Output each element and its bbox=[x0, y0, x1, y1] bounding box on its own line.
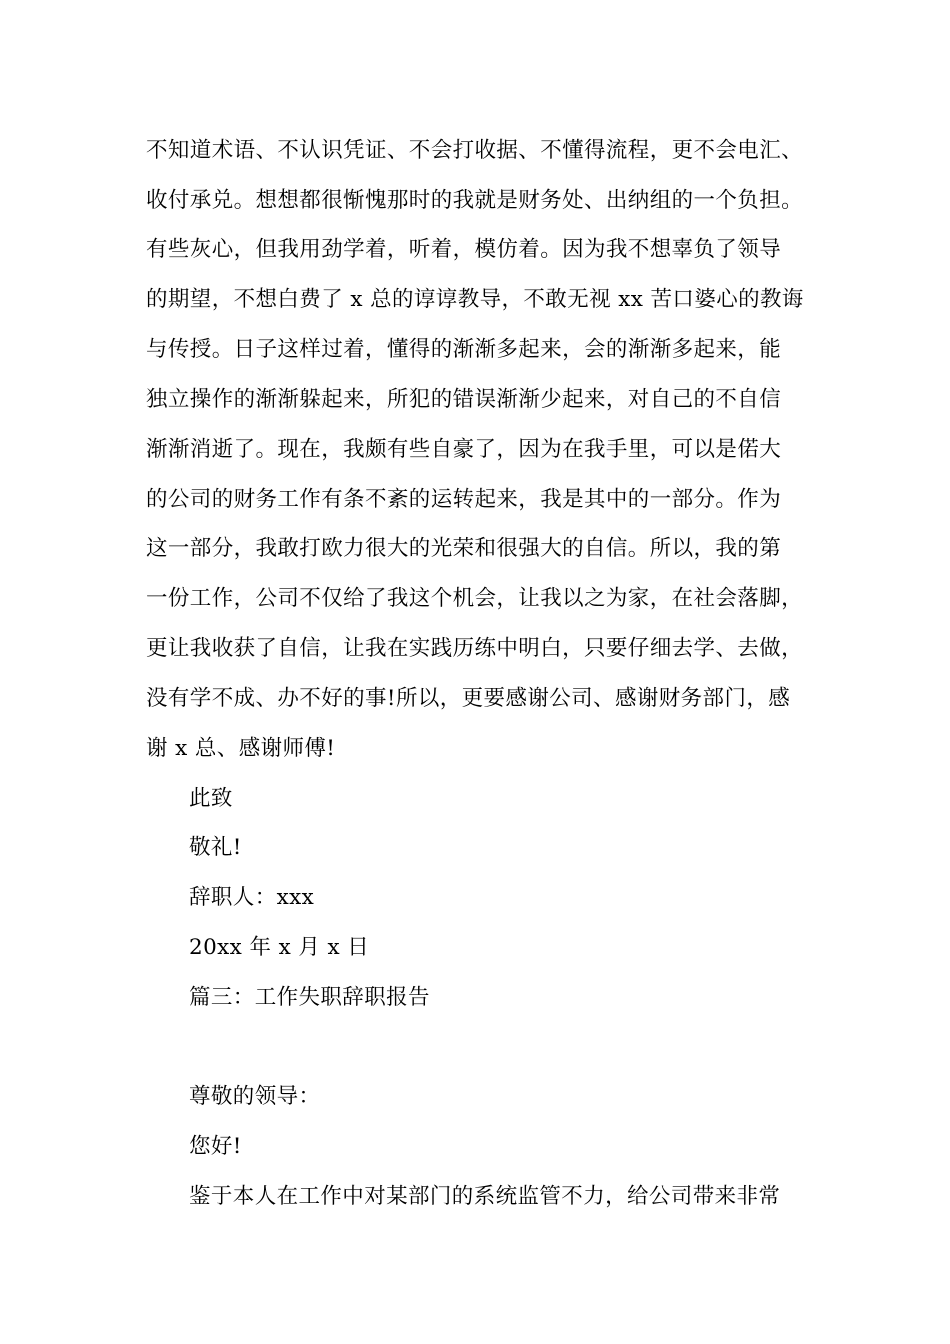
closing-salutation: 此致 bbox=[189, 786, 233, 811]
body-line: 收付承兑。想想都很惭愧那时的我就是财务处、出纳组的一个负担。 bbox=[146, 188, 804, 213]
body-line: 的期望，不想白费了 x 总的谆谆教导，不敢无视 xx 苦口婆心的教诲 bbox=[146, 287, 804, 312]
section-title: 篇三：工作失职辞职报告 bbox=[189, 985, 430, 1010]
letter-first-line: 鉴于本人在工作中对某部门的系统监管不力，给公司带来非常 bbox=[189, 1184, 781, 1209]
body-line: 与传授。日子这样过着，懂得的渐渐多起来，会的渐渐多起来，能 bbox=[146, 337, 782, 362]
body-line: 不知道术语、不认识凭证、不会打收据、不懂得流程，更不会电汇、 bbox=[146, 138, 804, 163]
body-line: 一份工作，公司不仅给了我这个机会，让我以之为家，在社会落脚， bbox=[146, 586, 804, 611]
letter-greeting: 尊敬的领导： bbox=[189, 1084, 321, 1109]
closing-respect: 敬礼! bbox=[189, 835, 242, 860]
body-line: 没有学不成、办不好的事!所以，更要感谢公司、感谢财务部门，感 bbox=[146, 686, 791, 711]
letter-hello: 您好! bbox=[189, 1134, 242, 1159]
signer-line: 辞职人：xxx bbox=[189, 885, 315, 910]
body-line: 更让我收获了自信，让我在实践历练中明白，只要仔细去学、去做， bbox=[146, 636, 804, 661]
body-line: 的公司的财务工作有条不紊的运转起来，我是其中的一部分。作为 bbox=[146, 487, 782, 512]
body-line: 这一部分，我敢打欧力很大的光荣和很强大的自信。所以，我的第 bbox=[146, 536, 782, 561]
body-line: 有些灰心，但我用劲学着，听着，模仿着。因为我不想辜负了领导 bbox=[146, 237, 782, 262]
body-line: 渐渐消逝了。现在，我颇有些自豪了，因为在我手里，可以是偌大 bbox=[146, 437, 782, 462]
body-line: 独立操作的渐渐躲起来，所犯的错误渐渐少起来，对自己的不自信 bbox=[146, 387, 782, 412]
date-line: 20xx 年 x 月 x 日 bbox=[189, 935, 370, 960]
body-line: 谢 x 总、感谢师傅! bbox=[146, 736, 336, 761]
